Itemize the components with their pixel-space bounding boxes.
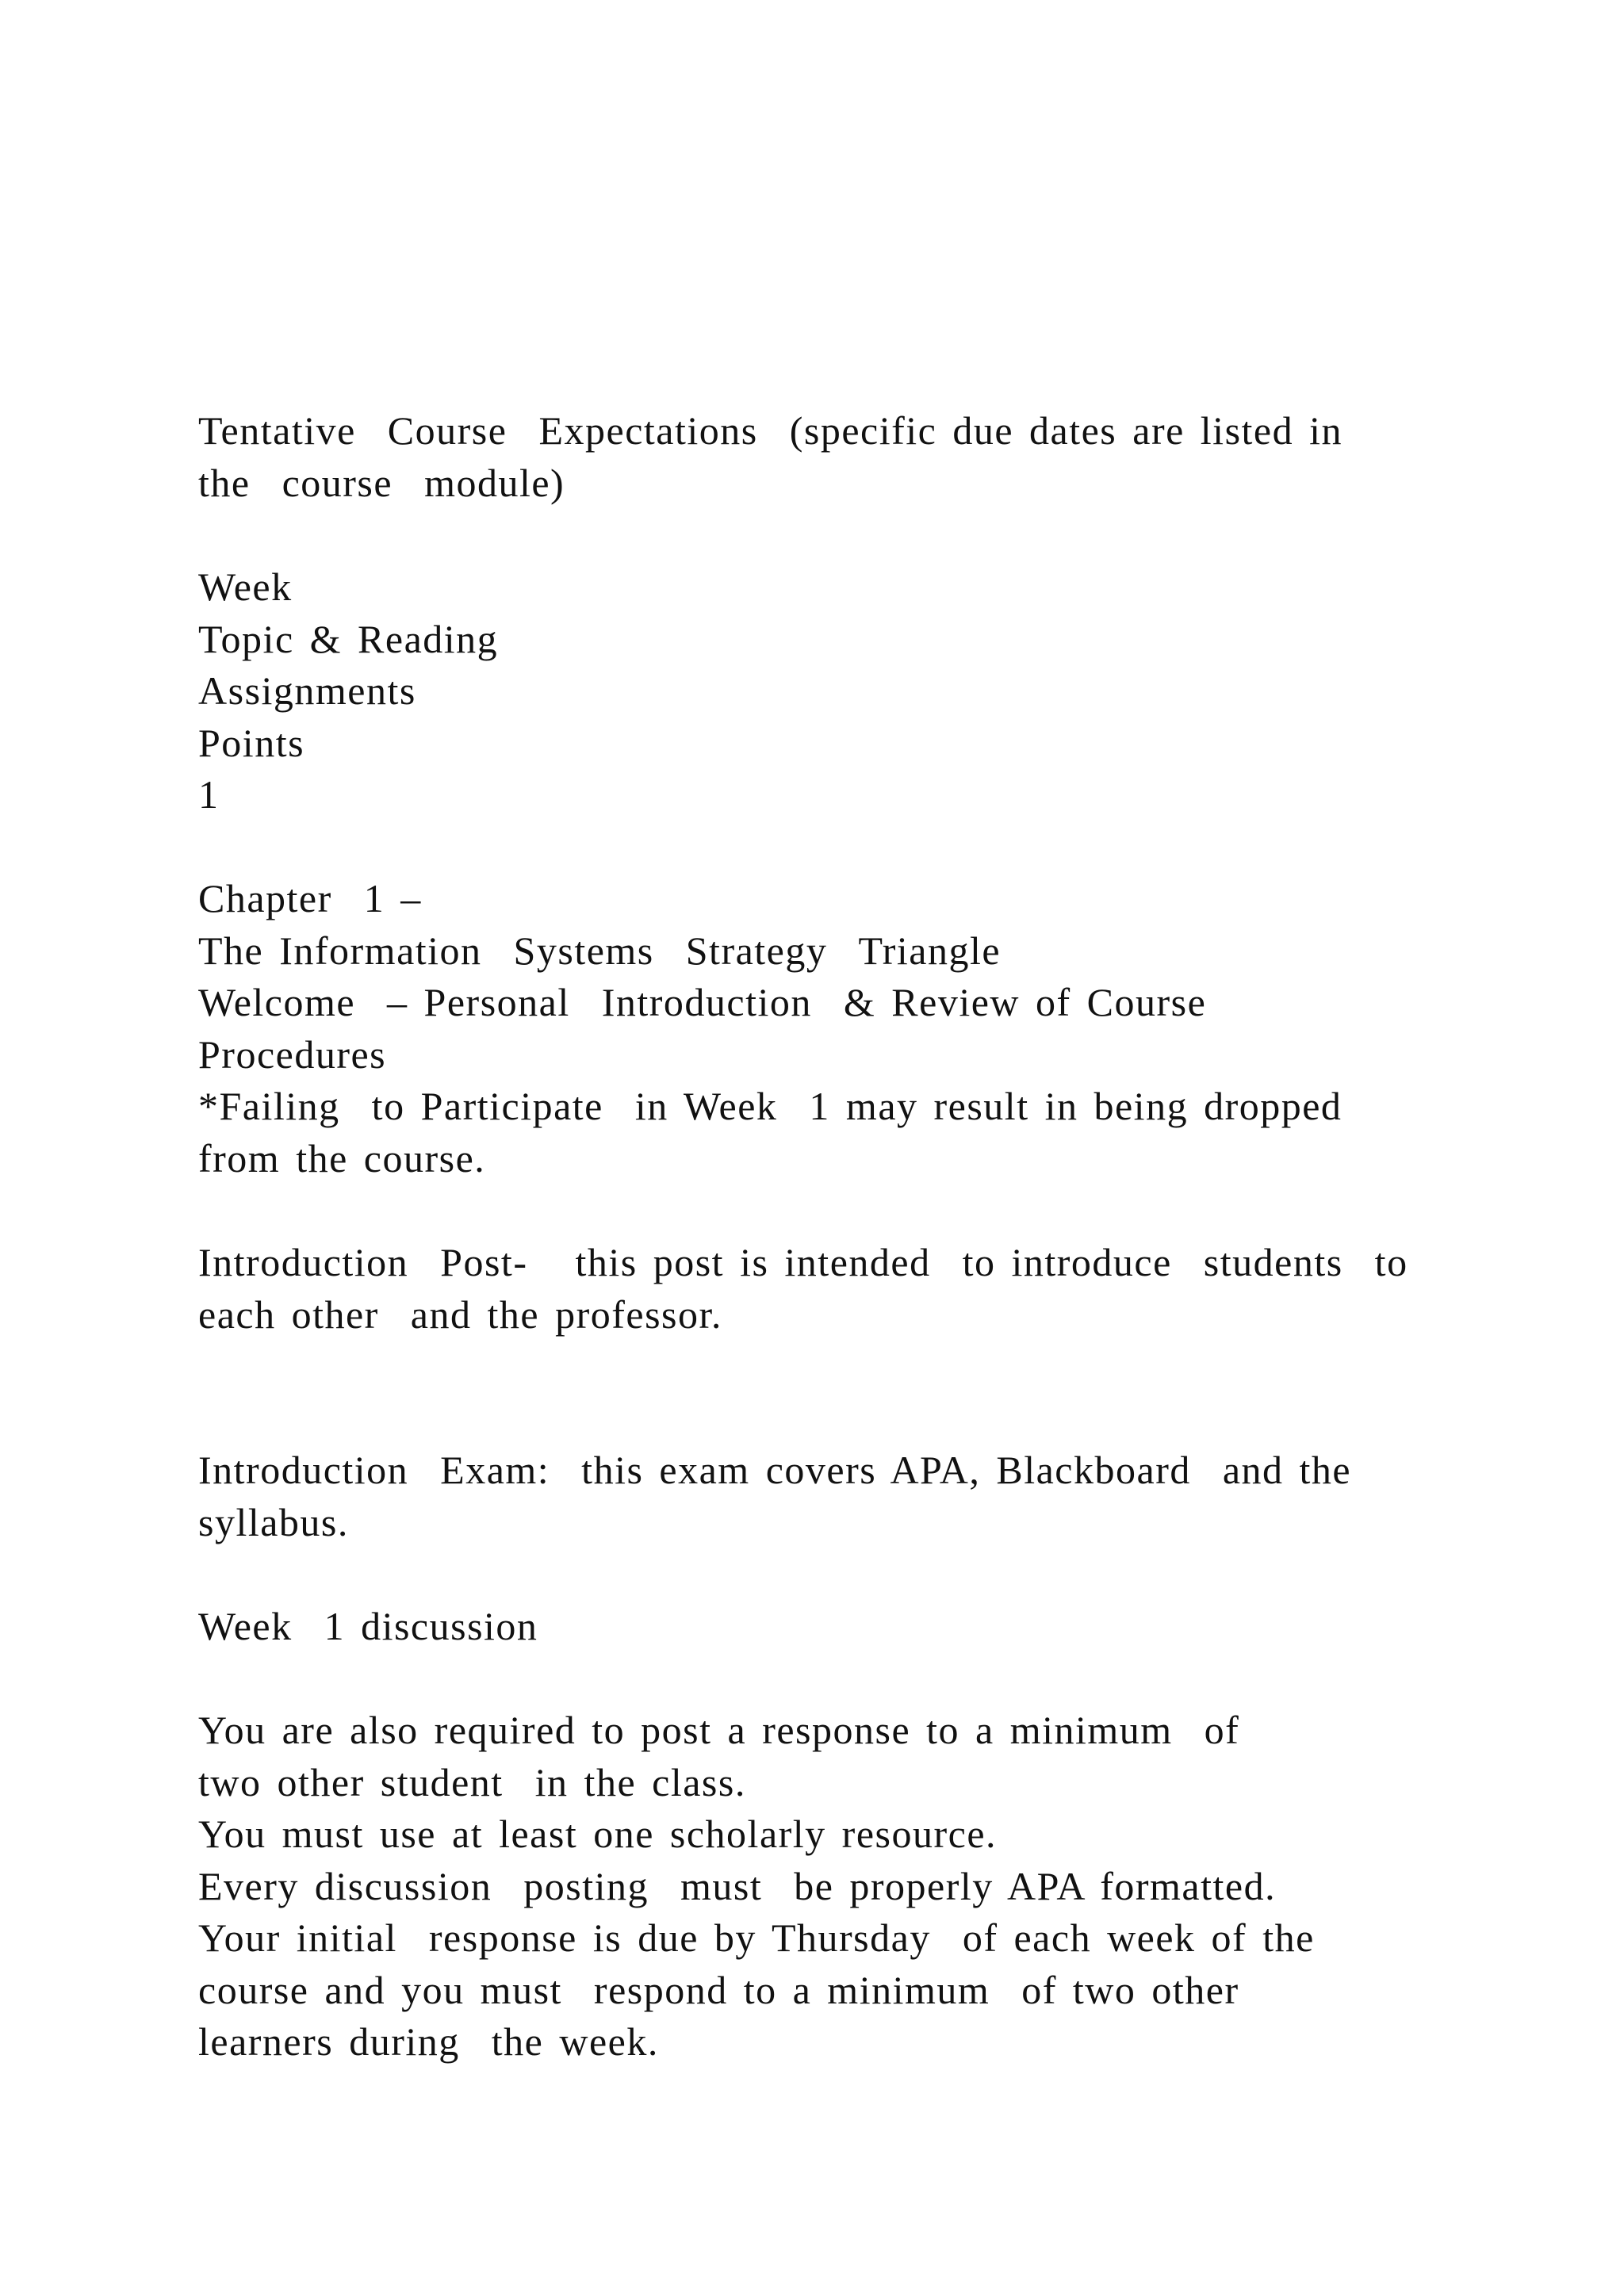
week-number: 1 xyxy=(198,772,220,817)
discussion-title: Week 1 discussion xyxy=(198,1604,538,1648)
intro-exam-line-2: syllabus. xyxy=(198,1500,349,1544)
warning-line-1: *Failing to Participate in Week 1 may result in being dropped xyxy=(198,1084,1342,1128)
intro-post-line-2: each other and the professor. xyxy=(198,1292,722,1337)
chapter-label: Chapter 1 – xyxy=(198,876,422,920)
welcome-line-1: Welcome – Personal Introduction & Review of Course xyxy=(198,980,1207,1024)
header-topic: Topic & Reading xyxy=(198,617,499,661)
requirement-line-6: course and you must respond to a minimum of two other xyxy=(198,1968,1239,2012)
welcome-line-2: Procedures xyxy=(198,1032,387,1077)
chapter-title: The Information Systems Strategy Triangle xyxy=(198,928,1002,973)
requirement-line-1: You are also required to post a response to a minimum of xyxy=(198,1708,1240,1752)
header-assignments: Assignments xyxy=(198,668,416,713)
requirement-line-3: You must use at least one scholarly resource. xyxy=(198,1812,998,1856)
warning-line-2: from the course. xyxy=(198,1136,486,1181)
header-points: Points xyxy=(198,721,305,765)
requirement-line-7: learners during the week. xyxy=(198,2019,659,2064)
header-week: Week xyxy=(198,564,293,609)
intro-exam-line-1: Introduction Exam: this exam covers APA, Blackboard and the xyxy=(198,1448,1352,1492)
intro-post-line-1: Introduction Post- this post is intended to introduce students to xyxy=(198,1240,1408,1284)
requirement-line-2: two other student in the class. xyxy=(198,1760,746,1804)
heading-line-1: Tentative Course Expectations (specific due dates are listed in xyxy=(198,408,1343,453)
requirement-line-4: Every discussion posting must be properly APA formatted. xyxy=(198,1864,1277,1908)
heading-line-2: the course module) xyxy=(198,461,565,505)
requirement-line-5: Your initial response is due by Thursday of each week of the xyxy=(198,1915,1315,1960)
